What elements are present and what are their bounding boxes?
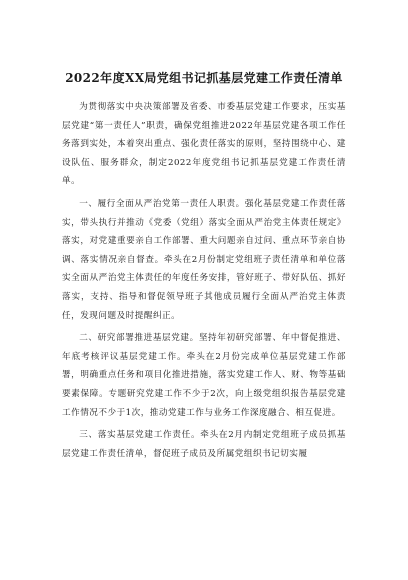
paragraph-section-3: 三、落实基层党建工作责任。牵头在2月内制定党组班子成员抓基层党建工作责任清单，督促班子成员及所属党组织书记切实履 [62, 430, 346, 459]
paragraph-intro: 为贯彻落实中央决策部署及省委、市委基层党建工作要求，压实基层党建“第一责任人”职责，确保党组推进2022年基层党建各项工作任务落到实处，本着突出重点、强化责任落实的原则，坚持围绕中心、建设队伍、服务群众，制定2022年度党组书记抓基层党建工作责任清单。 [62, 102, 346, 187]
paragraph-section-1: 一、履行全面从严治党第一责任人职责。强化基层党建工作责任落实，带头执行并推动《党委（党组）落实全面从严治党主体责任规定》落实，对党建重要亲自工作部署、重大问题亲自过问、重点环节亲自协调、落实情况亲自督查。牵头在2月份制定党组班子责任清单和单位落实全面从严治党主体责任的年度任务安排，管好班子、带好队伍、抓好落实，支持、指导和督促领导班子其他成员履行全面从严治党主体责任，发现问题及时提醒纠正。 [62, 198, 346, 321]
paragraph-section-2: 二、研究部署推进基层党建。坚持年初研究部署、年中督促推进、年底考核评议基层党建工作。牵头在2月份完成单位基层党建工作部署，明确重点任务和项目化推进措施，落实党建工作人、财、物等基础要素保障。专题研究党建工作不少于2次，向上级党组织报告基层党建工作情况不少于1次，推动党建工作与业务工作深度融合、相互促进。 [62, 333, 346, 418]
document-title: 2022年度XX局党组书记抓基层党建工作责任清单 [65, 71, 343, 85]
